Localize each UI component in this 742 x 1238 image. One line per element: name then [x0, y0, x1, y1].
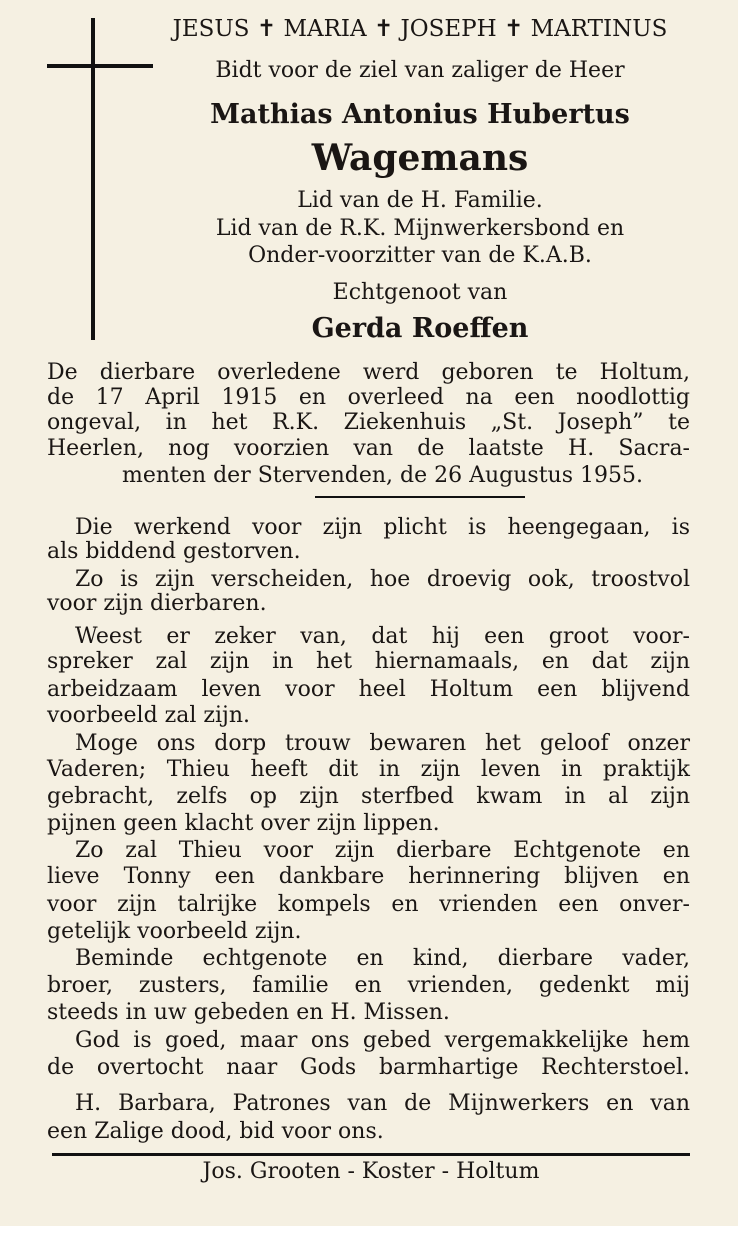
- text-line: Heerlen, nog voorzien van de laatste H. Sacra-: [47, 436, 690, 461]
- text-line: steeds in uw gebeden en H. Missen.: [47, 1000, 450, 1025]
- text-line: Beminde echtgenote en kind, dierbare vader,: [75, 946, 690, 971]
- text-line: als biddend gestorven.: [47, 539, 301, 564]
- footer-rule: [52, 1153, 690, 1156]
- text-line: Moge ons dorp trouw bewaren het geloof onzer: [75, 731, 690, 756]
- given-names: Mathias Antonius Hubertus: [210, 99, 630, 130]
- text-line: gebracht, zelfs op zijn sterfbed kwam in al zijn: [47, 784, 690, 809]
- text-line: lieve Tonny een dankbare herinnering blijven en: [47, 864, 690, 889]
- divider: [315, 496, 525, 498]
- text-line: menten der Stervenden, de 26 Augustus 1955.: [122, 463, 643, 488]
- spouse-label: Echtgenoot van: [332, 280, 508, 305]
- text-line: Zo is zijn verscheiden, hoe droevig ook, troostvol: [75, 567, 690, 592]
- text-line: de overtocht naar Gods barmhartige Rechterstoel.: [47, 1055, 690, 1080]
- spouse-name: Gerda Roeffen: [311, 313, 529, 344]
- text-line: pijnen geen klacht over zijn lippen.: [47, 811, 440, 836]
- text-line: Die werkend voor zijn plicht is heengegaan, is: [75, 515, 690, 540]
- text-line: H. Barbara, Patrones van de Mijnwerkers en van: [75, 1091, 690, 1116]
- text-line: een Zalige dood, bid voor ons.: [47, 1119, 384, 1144]
- text-line: arbeidzaam leven voor heel Holtum een blijvend: [47, 677, 690, 702]
- printer-credit: Jos. Grooten - Koster - Holtum: [202, 1159, 540, 1184]
- text-line: broer, zusters, familie en vrienden, gedenkt mij: [47, 973, 690, 998]
- text-line: de 17 April 1915 en overleed na een noodlottig: [47, 385, 690, 410]
- surname: Wagemans: [311, 137, 529, 179]
- text-line: voor zijn dierbaren.: [47, 591, 267, 616]
- text-line: Vaderen; Thieu heeft dit in zijn leven in praktijk: [47, 757, 690, 782]
- text-line: Zo zal Thieu voor zijn dierbare Echtgenote en: [75, 838, 690, 863]
- text-line: Weest er zeker van, dat hij een groot voor-: [75, 624, 690, 649]
- role-line: Lid van de R.K. Mijnwerkersbond en: [215, 216, 625, 241]
- text-line: voorbeeld zal zijn.: [47, 703, 251, 728]
- role-line: Onder-voorzitter van de K.A.B.: [248, 243, 592, 268]
- text-line: getelijk voorbeeld zijn.: [47, 919, 302, 944]
- prayer-line: Bidt voor de ziel van zaliger de Heer: [215, 58, 625, 83]
- role-line: Lid van de H. Familie.: [297, 188, 543, 213]
- text-line: spreker zal zijn in het hiernamaals, en dat zijn: [47, 649, 690, 674]
- invocation: JESUS ✝ MARIA ✝ JOSEPH ✝ MARTINUS: [172, 16, 668, 42]
- text-line: ongeval, in het R.K. Ziekenhuis „St. Joseph” te: [47, 410, 690, 435]
- text-line: voor zijn talrijke kompels en vrienden een onver-: [47, 892, 690, 917]
- text-line: God is goed, maar ons gebed vergemakkelijke hem: [75, 1028, 690, 1053]
- text-line: De dierbare overledene werd geboren te Holtum,: [47, 360, 690, 385]
